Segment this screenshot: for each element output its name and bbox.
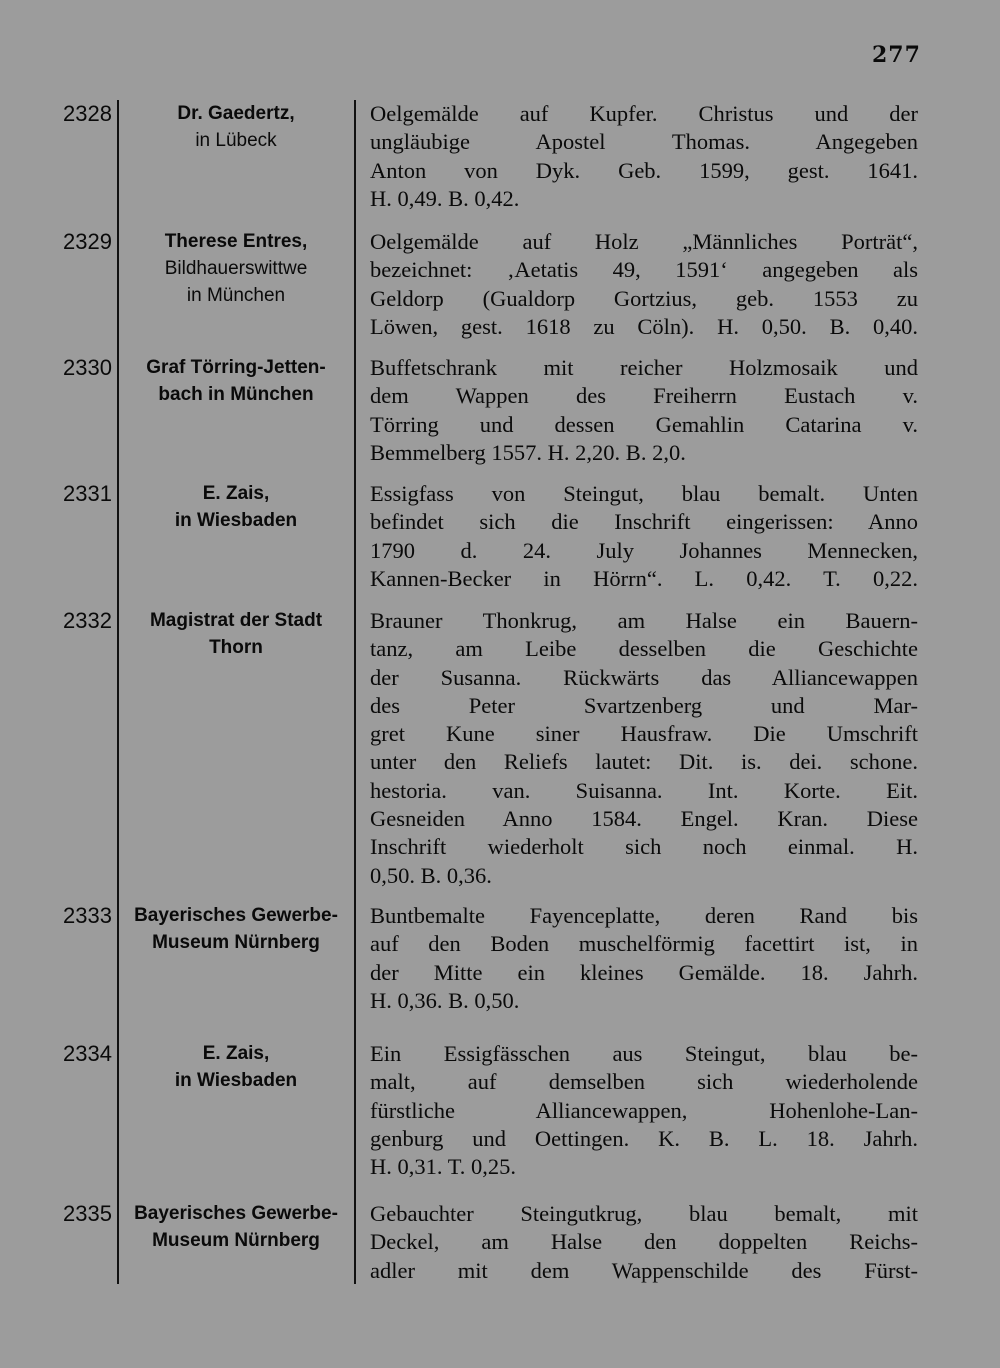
entry-description [370,228,918,341]
description-line: dem Wappen des Freiherrn Eustach v. [370,383,918,409]
description-line: Brauner Thonkrug, am Halse ein Bauern- [370,608,918,633]
entry-description [370,607,918,890]
entry-description [370,480,918,593]
description-line: malt, auf demselben sich wiederholende [370,1069,918,1095]
description-line: 0,50. B. 0,36. [370,862,492,888]
description-line: ungläubige Apostel Thomas. Angegeben [370,129,918,155]
description-line: H. 0,49. B. 0,42. [370,185,520,211]
entry-number: 2330 [63,355,112,380]
description-line: der Susanna. Rückwärts das Alliancewappen [370,664,918,690]
entry-description [370,100,918,213]
lender-line: Magistrat der Stadt [149,610,323,631]
description-line: gret Kune siner Hausfraw. Die Umschrift [370,721,918,747]
entry-number: 2332 [63,608,112,633]
lender-line: E. Zais, [202,483,270,504]
description-line: adler mit dem Wappenschilde des Fürst- [370,1257,918,1283]
column-divider-left [117,100,119,1284]
lender-line: Dr. Gaedertz, [177,103,295,124]
description-line: Bemmelberg 1557. H. 2,20. B. 2,0. [370,439,686,465]
lender-line: in Wiesbaden [174,510,298,531]
entry-lender [120,1200,352,1254]
lender-line: Thorn [209,637,263,658]
description-line: auf den Boden muschelförmig facettirt ist, in [370,931,918,957]
entry-lender [120,902,352,956]
entry-lender [120,228,352,309]
lender-line: Museum Nürnberg [152,932,320,953]
description-line: Oelgemälde auf Holz „Männliches Porträt“, [370,229,918,254]
entry-number: 2328 [63,101,112,126]
entry-number: 2335 [63,1201,112,1226]
description-line: Geldorp (Gualdorp Gortzius, geb. 1553 zu [370,285,918,311]
lender-line: bach in München [158,384,314,405]
description-line: Löwen, gest. 1618 zu Cöln). H. 0,50. B. 0,40. [370,313,918,339]
lender-line: in Wiesbaden [174,1070,298,1091]
description-line: H. 0,31. T. 0,25. [370,1154,517,1180]
column-divider-right [354,100,356,1284]
description-line: unter den Reliefs lautet: Dit. is. dei. schone. [370,749,918,775]
description-line: genburg und Oettingen. K. B. L. 18. Jahrh. [370,1125,918,1151]
description-line: Inschrift wiederholt sich noch einmal. H. [370,834,918,860]
description-line: Anton von Dyk. Geb. 1599, gest. 1641. [370,157,918,183]
description-line: 1790 d. 24. July Johannes Mennecken, [370,537,918,563]
entry-lender [120,607,352,661]
entry-lender [120,354,352,408]
lender-line: Bayerisches Gewerbe- [134,905,338,926]
lender-line: in Lübeck [195,130,277,151]
description-line: Buntbemalte Fayenceplatte, deren Rand bis [370,903,918,928]
lender-line: Museum Nürnberg [152,1230,320,1251]
description-line: Ein Essigfässchen aus Steingut, blau be- [370,1041,918,1066]
page-number: 277 [872,42,921,68]
entry-lender [120,480,352,534]
entry-description [370,354,918,467]
description-line: Deckel, am Halse den doppelten Reichs- [370,1229,918,1255]
lender-line: Graf Törring-Jetten- [146,357,326,378]
entry-lender [120,1040,352,1094]
description-line: Gebauchter Steingutkrug, blau bemalt, mit [370,1201,918,1226]
description-line: der Mitte ein kleines Gemälde. 18. Jahrh. [370,959,918,985]
entry-number: 2331 [63,481,112,506]
entry-number: 2329 [63,229,112,254]
entry-number: 2334 [63,1041,112,1066]
lender-line: E. Zais, [202,1043,270,1064]
description-line: Essigfass von Steingut, blau bemalt. Unten [370,481,918,506]
entry-description [370,1200,918,1285]
description-line: fürstliche Alliancewappen, Hohenlohe-Lan- [370,1097,918,1123]
entry-description [370,1040,918,1181]
description-line: hestoria. van. Suisanna. Int. Korte. Eit. [370,777,918,803]
entry-number: 2333 [63,903,112,928]
description-line: H. 0,36. B. 0,50. [370,987,520,1013]
description-line: tanz, am Leibe desselben die Geschichte [370,636,918,662]
description-line: befindet sich die Inschrift eingerissen: Anno [370,509,918,535]
lender-line: Bildhauerswittwe [164,258,308,279]
description-line: Oelgemälde auf Kupfer. Christus und der [370,101,918,126]
lender-line: Bayerisches Gewerbe- [134,1203,338,1224]
description-line: Törring und dessen Gemahlin Catarina v. [370,411,918,437]
entry-description [370,902,918,1015]
description-line: Gesneiden Anno 1584. Engel. Kran. Diese [370,806,918,832]
description-line: bezeichnet: ‚Aetatis 49, 1591‘ angegeben als [370,257,918,283]
entry-lender [120,100,352,154]
description-line: Kannen-Becker in Hörrn“. L. 0,42. T. 0,22. [370,565,918,591]
lender-line: in München [186,285,286,306]
description-line: des Peter Svartzenberg und Mar- [370,692,918,718]
lender-line: Therese Entres, [164,231,308,252]
description-line: Buffetschrank mit reicher Holzmosaik und [370,355,918,380]
